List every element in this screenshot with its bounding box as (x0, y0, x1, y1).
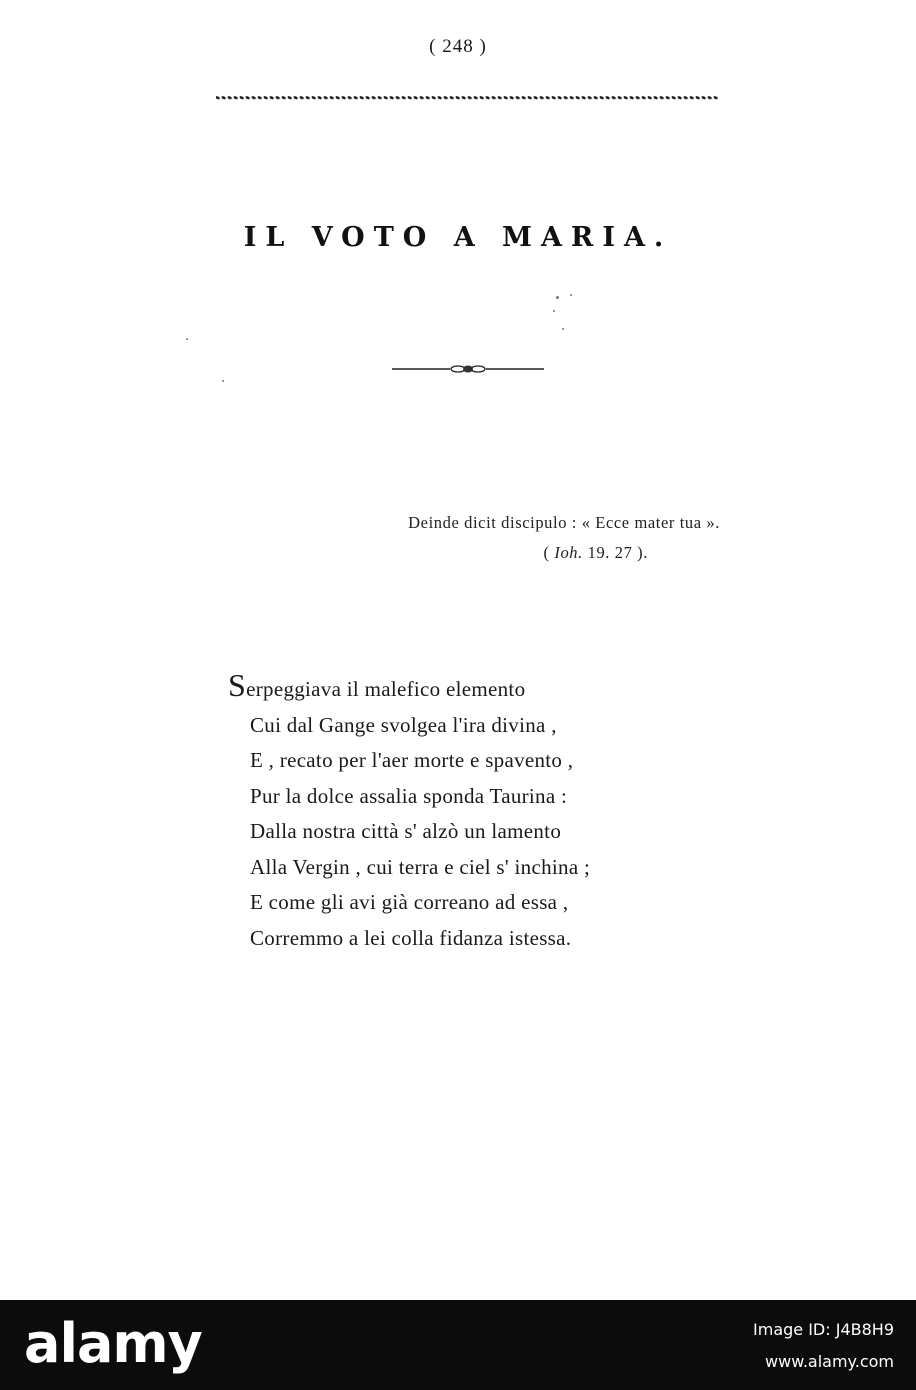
rule-dot (617, 96, 622, 100)
rule-dot (263, 96, 268, 100)
rule-dot (335, 96, 340, 100)
verse-line-6: Alla Vergin , cui terra e ciel s' inchina ; (250, 854, 591, 879)
rule-dot (341, 96, 346, 100)
paper-speck (570, 294, 572, 296)
rule-dot (491, 96, 496, 100)
rule-dot (377, 96, 382, 100)
rule-dot (533, 96, 538, 100)
rule-dot (593, 96, 598, 100)
rule-dot (701, 96, 706, 100)
rule-dot (299, 96, 304, 100)
rule-dot (311, 96, 316, 100)
verse-line-8: Corremmo a lei colla fidanza istessa. (250, 925, 572, 950)
rule-dot (317, 96, 322, 100)
image-id-label: Image ID: J4B8H9 (753, 1320, 894, 1339)
rule-dot (683, 96, 688, 100)
poem-stanza (228, 667, 728, 956)
rule-dot (419, 96, 424, 100)
rule-dot (401, 96, 406, 100)
rule-dot (365, 96, 370, 100)
rule-dot (479, 96, 484, 100)
rule-dot (251, 96, 256, 100)
rule-dot (545, 96, 550, 100)
rule-dot (287, 96, 292, 100)
rule-dot (659, 96, 664, 100)
rule-dot (587, 96, 592, 100)
rule-dot (257, 96, 262, 100)
rule-dot (293, 96, 298, 100)
rule-dot (527, 96, 532, 100)
epigraph (300, 508, 720, 568)
rule-dot (689, 96, 694, 100)
citation-open: ( (543, 543, 555, 562)
rule-dot (437, 96, 442, 100)
rule-dot (449, 96, 454, 100)
epigraph-quote: Deinde dicit discipulo : « Ecce mater tua ». (408, 513, 720, 532)
rule-dot (551, 96, 556, 100)
rule-dot (323, 96, 328, 100)
rule-dot (671, 96, 676, 100)
rule-dot (605, 96, 610, 100)
rule-dot (515, 96, 520, 100)
verse-line-3: E , recato per l'aer morte e spavento , (250, 748, 574, 772)
rule-dot (647, 96, 652, 100)
rule-dot (371, 96, 376, 100)
site-url-link[interactable]: www.alamy.com (765, 1352, 894, 1371)
poem-title: IL VOTO A MARIA. (243, 222, 673, 253)
rule-dot (497, 96, 502, 100)
rule-dot (413, 96, 418, 100)
rule-dot (677, 96, 682, 100)
rule-dot (221, 96, 226, 100)
citation-book: Ioh. (554, 543, 583, 562)
rule-dot (443, 96, 448, 100)
rule-dot (227, 96, 232, 100)
rule-dot (485, 96, 490, 100)
paper-speck (562, 328, 564, 330)
rule-dot (665, 96, 670, 100)
verse-line-1-text: erpeggiava il malefico elemento (246, 677, 526, 701)
rule-dot (389, 96, 394, 100)
rule-dot (599, 96, 604, 100)
ornament-divider-icon (392, 362, 544, 376)
rule-dot (233, 96, 238, 100)
rule-dot (239, 96, 244, 100)
rule-dot (629, 96, 634, 100)
citation-reference: 19. 27 ). (582, 543, 648, 562)
rule-dot (395, 96, 400, 100)
paper-speck (553, 310, 555, 312)
rule-dot (713, 96, 718, 100)
rule-dot (641, 96, 646, 100)
epigraph-citation (300, 538, 720, 568)
rule-dot (425, 96, 430, 100)
top-dotted-rule (216, 92, 720, 102)
rule-dot (521, 96, 526, 100)
rule-dot (569, 96, 574, 100)
rule-dot (347, 96, 352, 100)
rule-dot (653, 96, 658, 100)
rule-dot (431, 96, 436, 100)
verse-line-1 (228, 667, 728, 708)
rule-dot (281, 96, 286, 100)
drop-cap: S (228, 667, 247, 703)
rule-dot (563, 96, 568, 100)
rule-dot (245, 96, 250, 100)
rule-dot (329, 96, 334, 100)
rule-dot (557, 96, 562, 100)
verse-line-5: Dalla nostra città s' alzò un lamento (250, 819, 562, 843)
rule-dot (359, 96, 364, 100)
verse-line-4: Pur la dolce assalia sponda Taurina : (250, 783, 568, 808)
rule-dot (269, 96, 274, 100)
rule-dot (635, 96, 640, 100)
rule-dot (611, 96, 616, 100)
paper-speck (186, 338, 188, 340)
stock-footer-band (0, 1300, 916, 1390)
page-number: ( 248 ) (429, 36, 487, 57)
rule-dot (467, 96, 472, 100)
rule-dot (407, 96, 412, 100)
rule-dot (305, 96, 310, 100)
verse-line-2: Cui dal Gange svolgea l'ira divina , (250, 712, 557, 737)
rule-dot (581, 96, 586, 100)
rule-dot (707, 96, 712, 100)
rule-dot (383, 96, 388, 100)
rule-dot (509, 96, 514, 100)
paper-speck (556, 296, 559, 299)
rule-dot (275, 96, 280, 100)
rule-dot (623, 96, 628, 100)
paper-speck (222, 380, 224, 382)
rule-dot (575, 96, 580, 100)
rule-dot (539, 96, 544, 100)
stock-watermark-logo: alamy (24, 1312, 202, 1375)
rule-dot (473, 96, 478, 100)
rule-dot (461, 96, 466, 100)
rule-dot (455, 96, 460, 100)
rule-dot (503, 96, 508, 100)
rule-dot (695, 96, 700, 100)
rule-dot (353, 96, 358, 100)
rule-dot (216, 96, 220, 100)
verse-line-7: E come gli avi già correano ad essa , (250, 890, 569, 914)
